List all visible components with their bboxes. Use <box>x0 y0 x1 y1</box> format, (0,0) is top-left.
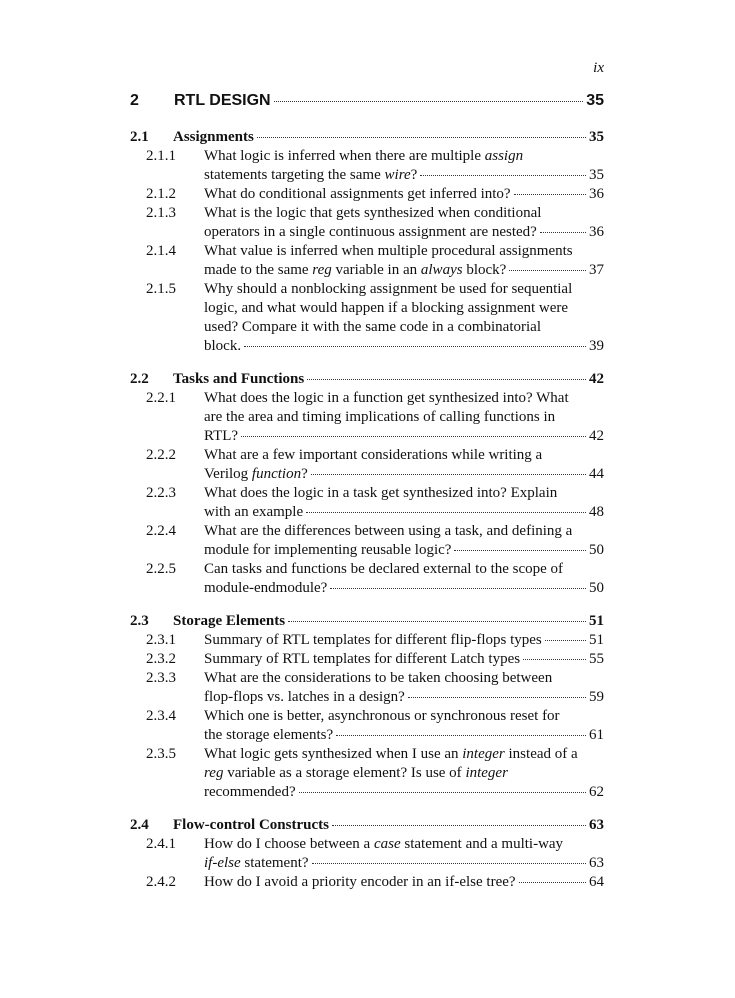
entry-line <box>204 783 604 802</box>
entry-number: 2.3.2 <box>146 651 176 667</box>
entry-page: 44 <box>589 466 604 482</box>
chapter-number: 2 <box>130 92 139 109</box>
toc-entry <box>130 650 604 669</box>
dot-leader <box>306 512 586 513</box>
entry-line <box>204 484 604 503</box>
entry-line <box>204 764 604 783</box>
section-page: 63 <box>589 817 604 833</box>
dot-leader <box>311 474 586 475</box>
entry-number: 2.4.1 <box>146 836 176 852</box>
dot-leader <box>509 270 586 271</box>
entry-line-text: the storage elements? <box>204 727 334 743</box>
entry-line-text: module for implementing reusable logic? <box>204 542 452 558</box>
entry-line-text: What are the considerations to be taken choosing between <box>204 670 553 686</box>
entry-number: 2.1.4 <box>146 243 176 259</box>
entry-line <box>204 503 604 522</box>
entry-number: 2.3.5 <box>146 746 176 762</box>
entry-number: 2.2.3 <box>146 485 176 501</box>
entry-line <box>204 427 604 446</box>
entry-page: 62 <box>589 784 604 800</box>
entry-line <box>204 745 604 764</box>
entry-text <box>204 835 604 873</box>
toc-entry <box>130 835 604 873</box>
entry-line-text: Can tasks and functions be declared external to the scope of <box>204 561 564 577</box>
entry-line <box>204 835 604 854</box>
entry-line-text: What logic gets synthesized when I use an integer instead of a <box>204 746 578 762</box>
toc-entry <box>130 185 604 204</box>
entry-line-text: if-else statement? <box>204 855 309 871</box>
entry-line <box>204 669 604 688</box>
entry-page: 51 <box>589 632 604 648</box>
toc-section <box>130 128 604 356</box>
dot-leader <box>257 137 586 138</box>
entry-line-text: are the area and timing implications of calling functions in <box>204 409 556 425</box>
entry-text <box>204 650 604 669</box>
entry-line <box>204 147 604 166</box>
section-heading <box>130 370 604 389</box>
entry-line-text: with an example <box>204 504 304 520</box>
entry-line-text: What value is inferred when multiple procedural assignments <box>204 243 573 259</box>
entry-number: 2.2.2 <box>146 447 176 463</box>
entry-line <box>204 261 604 280</box>
toc-section <box>130 816 604 892</box>
section-list <box>130 128 604 892</box>
entry-number: 2.2.1 <box>146 390 176 406</box>
entry-text <box>204 389 604 446</box>
entry-number: 2.1.1 <box>146 148 176 164</box>
toc-entry <box>130 707 604 745</box>
entry-page: 37 <box>589 262 604 278</box>
dot-leader <box>299 792 586 793</box>
entry-line-text: recommended? <box>204 784 296 800</box>
toc-entry <box>130 560 604 598</box>
entry-page: 55 <box>589 651 604 667</box>
entry-line-text: statements targeting the same wire? <box>204 167 418 183</box>
section-title: Flow-control Constructs <box>173 817 329 833</box>
entry-line <box>204 465 604 484</box>
entry-text <box>204 484 604 522</box>
entry-line-text: What logic is inferred when there are multiple assign <box>204 148 524 164</box>
entry-number: 2.3.1 <box>146 632 176 648</box>
dot-leader <box>288 621 586 622</box>
entry-page: 59 <box>589 689 604 705</box>
entry-line-text: What are the differences between using a task, and defining a <box>204 523 573 539</box>
entry-line-text: How do I avoid a priority encoder in an if-else tree? <box>204 874 516 890</box>
page-folio: ix <box>593 60 604 76</box>
dot-leader <box>244 346 586 347</box>
entry-number: 2.3.4 <box>146 708 176 724</box>
section-title: Storage Elements <box>173 613 286 629</box>
entry-line <box>204 408 604 427</box>
entry-line-text: block. <box>204 338 242 354</box>
entry-text <box>204 707 604 745</box>
dot-leader <box>514 194 586 195</box>
entry-line <box>204 299 604 318</box>
section-page: 42 <box>589 371 604 387</box>
entry-number: 2.2.5 <box>146 561 176 577</box>
entry-page: 50 <box>589 580 604 596</box>
toc-entry <box>130 446 604 484</box>
section-number: 2.4 <box>130 817 149 833</box>
toc-section <box>130 370 604 598</box>
entry-line-text: What are a few important considerations while writing a <box>204 447 543 463</box>
toc-entry <box>130 522 604 560</box>
entry-line-text: What does the logic in a function get synthesized into? What <box>204 390 569 406</box>
section-heading <box>130 612 604 631</box>
dot-leader <box>545 640 586 641</box>
dot-leader <box>540 232 586 233</box>
entry-line-text: RTL? <box>204 428 239 444</box>
entry-line <box>204 541 604 560</box>
entry-page: 42 <box>589 428 604 444</box>
entry-text <box>204 669 604 707</box>
toc-entry <box>130 389 604 446</box>
entry-page: 39 <box>589 338 604 354</box>
entry-line <box>204 688 604 707</box>
entry-line <box>204 204 604 223</box>
entry-line-text: Summary of RTL templates for different Latch types <box>204 651 521 667</box>
section-title: Assignments <box>173 129 254 145</box>
entry-line <box>204 280 604 299</box>
dot-leader <box>408 697 586 698</box>
entry-line-text: What is the logic that gets synthesized when conditional <box>204 205 542 221</box>
dot-leader <box>274 101 584 102</box>
dot-leader <box>336 735 586 736</box>
entry-page: 50 <box>589 542 604 558</box>
chapter-page: 35 <box>586 92 604 109</box>
entry-line <box>204 166 604 185</box>
entry-page: 63 <box>589 855 604 871</box>
entry-line <box>204 650 604 669</box>
entry-line <box>204 337 604 356</box>
entry-text <box>204 280 604 356</box>
chapter-title: RTL DESIGN <box>174 92 271 109</box>
entry-line <box>204 389 604 408</box>
entry-line <box>204 446 604 465</box>
dot-leader <box>307 379 586 380</box>
entry-text <box>204 873 604 892</box>
entry-line <box>204 707 604 726</box>
dot-leader <box>332 825 586 826</box>
entry-number: 2.4.2 <box>146 874 176 890</box>
entry-line-text: made to the same reg variable in an always block? <box>204 262 507 278</box>
dot-leader <box>312 863 586 864</box>
section-heading <box>130 816 604 835</box>
entry-page: 61 <box>589 727 604 743</box>
entry-line-text: logic, and what would happen if a blocking assignment were <box>204 300 569 316</box>
entry-number: 2.3.3 <box>146 670 176 686</box>
entry-text <box>204 560 604 598</box>
section-heading <box>130 128 604 147</box>
toc-entry <box>130 280 604 356</box>
entry-text <box>204 242 604 280</box>
entry-line-text: used? Compare it with the same code in a combinatorial <box>204 319 541 335</box>
entry-line <box>204 726 604 745</box>
entry-text <box>204 631 604 650</box>
entry-page: 48 <box>589 504 604 520</box>
chapter-heading <box>130 92 604 110</box>
entry-line-text: What do conditional assignments get inferred into? <box>204 186 511 202</box>
entry-line-text: How do I choose between a case statement and a multi-way <box>204 836 564 852</box>
dot-leader <box>454 550 586 551</box>
entry-page: 36 <box>589 224 604 240</box>
entry-line <box>204 522 604 541</box>
entry-text <box>204 446 604 484</box>
entry-line <box>204 631 604 650</box>
entry-line <box>204 579 604 598</box>
section-page: 35 <box>589 129 604 145</box>
toc-entry <box>130 873 604 892</box>
toc-entry <box>130 745 604 802</box>
toc-entry <box>130 204 604 242</box>
entry-page: 64 <box>589 874 604 890</box>
toc-entry <box>130 242 604 280</box>
dot-leader <box>241 436 586 437</box>
entry-line-text: operators in a single continuous assignment are nested? <box>204 224 537 240</box>
entry-line <box>204 560 604 579</box>
entry-number: 2.1.5 <box>146 281 176 297</box>
entry-line <box>204 185 604 204</box>
entry-line <box>204 242 604 261</box>
entry-line-text: reg variable as a storage element? Is use of integer <box>204 765 508 781</box>
dot-leader <box>519 882 586 883</box>
dot-leader <box>420 175 586 176</box>
entry-line-text: Why should a nonblocking assignment be used for sequential <box>204 281 573 297</box>
entry-text <box>204 204 604 242</box>
section-number: 2.3 <box>130 613 149 629</box>
entry-line-text: Summary of RTL templates for different flip-flops types <box>204 632 542 648</box>
dot-leader <box>523 659 586 660</box>
entry-text <box>204 745 604 802</box>
entry-line <box>204 318 604 337</box>
entry-number: 2.1.3 <box>146 205 176 221</box>
entry-page: 36 <box>589 186 604 202</box>
section-number: 2.1 <box>130 129 149 145</box>
entry-line-text: flop-flops vs. latches in a design? <box>204 689 405 705</box>
dot-leader <box>330 588 586 589</box>
entry-line-text: Which one is better, asynchronous or synchronous reset for <box>204 708 560 724</box>
entry-number: 2.1.2 <box>146 186 176 202</box>
entry-text <box>204 522 604 560</box>
section-page: 51 <box>589 613 604 629</box>
toc-entry <box>130 631 604 650</box>
entry-text <box>204 185 604 204</box>
toc-entry <box>130 484 604 522</box>
toc-entry <box>130 669 604 707</box>
entry-text <box>204 147 604 185</box>
entry-line <box>204 223 604 242</box>
section-number: 2.2 <box>130 371 149 387</box>
section-title: Tasks and Functions <box>173 371 305 387</box>
entry-line <box>204 873 604 892</box>
entry-page: 35 <box>589 167 604 183</box>
entry-number: 2.2.4 <box>146 523 176 539</box>
entry-line-text: What does the logic in a task get synthesized into? Explain <box>204 485 558 501</box>
toc-section <box>130 612 604 802</box>
toc-entry <box>130 147 604 185</box>
entry-line-text: module-endmodule? <box>204 580 328 596</box>
entry-line <box>204 854 604 873</box>
entry-line-text: Verilog function? <box>204 466 308 482</box>
table-of-contents <box>130 92 604 906</box>
